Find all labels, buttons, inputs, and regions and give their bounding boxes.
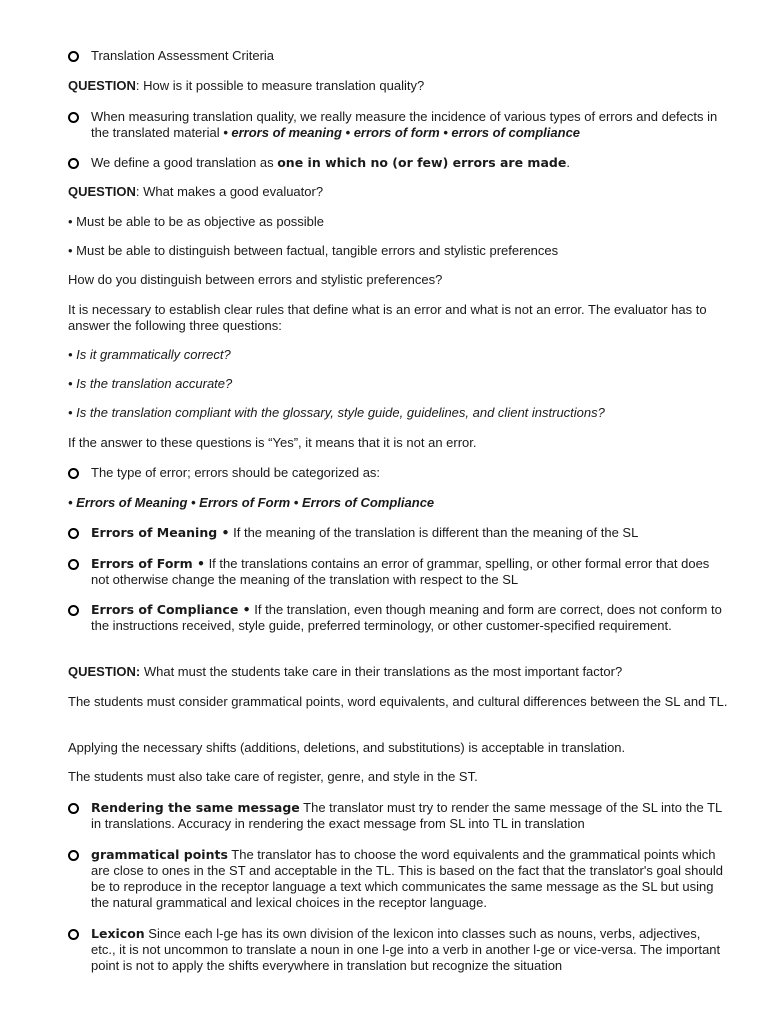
item-label: Errors of Compliance •	[91, 602, 251, 617]
circle-bullet-icon	[68, 605, 79, 616]
question-paragraph	[68, 664, 728, 680]
item-emphasis: • errors of meaning • errors of form • errors of compliance	[223, 125, 581, 140]
evaluator-point: • Must be able to distinguish between factual, tangible errors and stylistic preferences	[68, 243, 559, 258]
item-label: Errors of Form •	[91, 556, 205, 571]
question-label: QUESTION	[68, 184, 136, 199]
body-paragraph: The students must also take care of register, genre, and style in the ST.	[68, 769, 478, 784]
question-label: QUESTION	[68, 78, 136, 93]
question-label: QUESTION:	[68, 664, 141, 679]
item-emphasis: one in which no (or few) errors are made	[277, 155, 567, 170]
question-paragraph	[68, 184, 728, 200]
item-text: Translation Assessment Criteria	[91, 48, 275, 63]
item-text: If the meaning of the translation is different than the meaning of the SL	[229, 525, 639, 540]
body-paragraph: It is necessary to establish clear rules that define what is an error and what is not an error. The evaluator has to answer the following three questions:	[68, 302, 707, 333]
item-text: We define a good translation as	[91, 155, 278, 170]
circle-bullet-icon	[68, 158, 79, 169]
body-paragraph: If the answer to these questions is “Yes”, it means that it is not an error.	[68, 435, 477, 450]
item-text: Since each l-ge has its own division of the lexicon into classes such as nouns, verbs, adjectives, etc., it is not uncommon to translate a noun in one l-ge into a verb in another l-ge or vice-versa. The important point is not to apply the shifts everywhere in translation but recognize the situation	[91, 926, 721, 973]
error-categories: • Errors of Meaning • Errors of Form • Errors of Compliance	[68, 495, 435, 510]
question-text: What must the students take care in their translations as the most important factor?	[140, 664, 623, 679]
circle-bullet-icon	[68, 803, 79, 814]
body-paragraph: Applying the necessary shifts (additions, deletions, and substitutions) is acceptable in translation.	[68, 740, 626, 755]
item-text-end: .	[566, 155, 570, 170]
check-question: • Is it grammatically correct?	[68, 347, 231, 362]
circle-bullet-icon	[68, 559, 79, 570]
circle-bullet-icon	[68, 929, 79, 940]
question-text: : What makes a good evaluator?	[135, 184, 324, 199]
bullet-item-error-types	[68, 465, 728, 481]
question-paragraph	[68, 78, 728, 94]
item-text: The type of error; errors should be categorized as:	[91, 465, 381, 480]
bullet-item-measuring-quality	[68, 109, 728, 141]
circle-bullet-icon	[68, 528, 79, 539]
bullet-item-assessment-criteria	[68, 48, 728, 64]
circle-bullet-icon	[68, 468, 79, 479]
item-label: grammatical points	[91, 847, 228, 862]
bullet-item-lexicon	[68, 926, 728, 974]
item-label: Errors of Meaning •	[91, 525, 230, 540]
bullet-item-grammatical-points	[68, 847, 728, 911]
bullet-item-errors-of-meaning	[68, 525, 728, 541]
circle-bullet-icon	[68, 850, 79, 861]
item-text: When measuring translation quality, we really measure the incidence of various types of errors and defects in the translated material	[91, 109, 718, 140]
item-text: The translator has to choose the word equivalents and the grammatical points which are close to ones in the ST and acceptable in the TL. This is based on the fact that the translator's goal should be to reproduce in the receptor language a text which communicates the same message as the SL but using the natural grammatical and lexical choices in the receptor language.	[91, 847, 723, 910]
bullet-item-errors-of-form	[68, 556, 728, 588]
question-text: : How is it possible to measure translation quality?	[135, 78, 425, 93]
circle-bullet-icon	[68, 51, 79, 62]
evaluator-point: • Must be able to be as objective as possible	[68, 214, 325, 229]
circle-bullet-icon	[68, 112, 79, 123]
bullet-item-errors-of-compliance	[68, 602, 728, 634]
bullet-item-same-message	[68, 800, 728, 832]
body-paragraph: The students must consider grammatical points, word equivalents, and cultural differences between the SL and TL.	[68, 694, 728, 709]
item-label: Lexicon	[91, 926, 145, 941]
body-paragraph: How do you distinguish between errors and stylistic preferences?	[68, 272, 443, 287]
item-text: The translator must try to render the same message of the SL into the TL in translations. Accuracy in rendering the exact message from SL into TL in translation	[91, 800, 722, 831]
bullet-item-good-translation	[68, 155, 728, 171]
check-question: • Is the translation compliant with the glossary, style guide, guidelines, and client instructions?	[68, 405, 605, 420]
item-label: Rendering the same message	[91, 800, 300, 815]
item-text: If the translation, even though meaning and form are correct, does not conform to the instructions received, style guide, preferred terminology, or other customer-specified requirement.	[91, 602, 722, 633]
item-text: If the translations contains an error of grammar, spelling, or other formal error that does not otherwise change the meaning of the translation with respect to the SL	[91, 556, 710, 587]
check-question: • Is the translation accurate?	[68, 376, 233, 391]
